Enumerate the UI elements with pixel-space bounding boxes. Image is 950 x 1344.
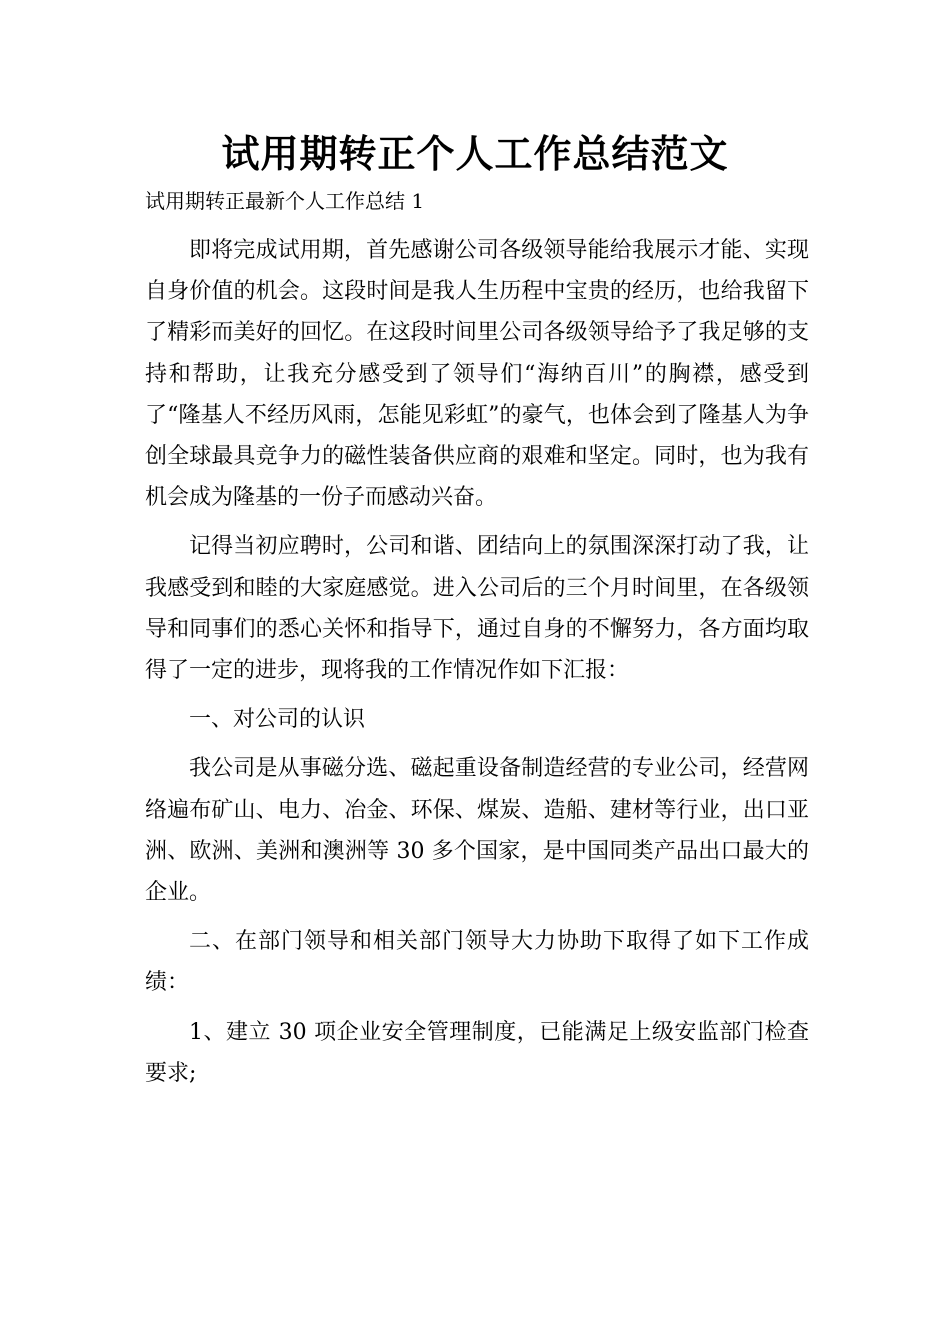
document-subtitle: 试用期转正最新个人工作总结 1 — [145, 189, 425, 213]
document-title: 试用期转正个人工作总结范文 — [221, 132, 729, 176]
paragraph-company: 我公司是从事磁分选、磁起重设备制造经营的专业公司，经营网络遍布矿山、电力、冶金、环保、煤炭、造船、建材等行业，出口亚洲、欧洲、美洲和澳洲等 30 多个国家，是中国同类产品出口最大的企业。 — [145, 756, 809, 906]
section-heading-achievements: 二、在部门领导和相关部门领导大力协助下取得了如下工作成绩： — [145, 929, 809, 996]
paragraph-achievement-1: 1、建立 30 项企业安全管理制度，已能满足上级安监部门检查要求; — [145, 1019, 809, 1086]
paragraph-recall: 记得当初应聘时，公司和谐、团结向上的氛围深深打动了我，让我感受到和睦的大家庭感觉。进入公司后的三个月时间里，在各级领导和同事们的悉心关怀和指导下，通过自身的不懈努力，各方面均取得了一定的进步，现将我的工作情况作如下汇报： — [145, 534, 809, 684]
paragraph-intro: 即将完成试用期，首先感谢公司各级领导能给我展示才能、实现自身价值的机会。这段时间是我人生历程中宝贵的经历，也给我留下了精彩而美好的回忆。在这段时间里公司各级领导给予了我足够的支持和帮助，让我充分感受到了领导们“海纳百川”的胸襟，感受到了“隆基人不经历风雨，怎能见彩虹”的豪气，也体会到了隆基人为争创全球最具竞争力的磁性装备供应商的艰难和坚定。同时，也为我有机会成为隆基的一份子而感动兴奋。 — [145, 238, 809, 511]
document-body — [145, 230, 809, 1102]
section-heading-company: 一、对公司的认识 — [189, 707, 366, 733]
